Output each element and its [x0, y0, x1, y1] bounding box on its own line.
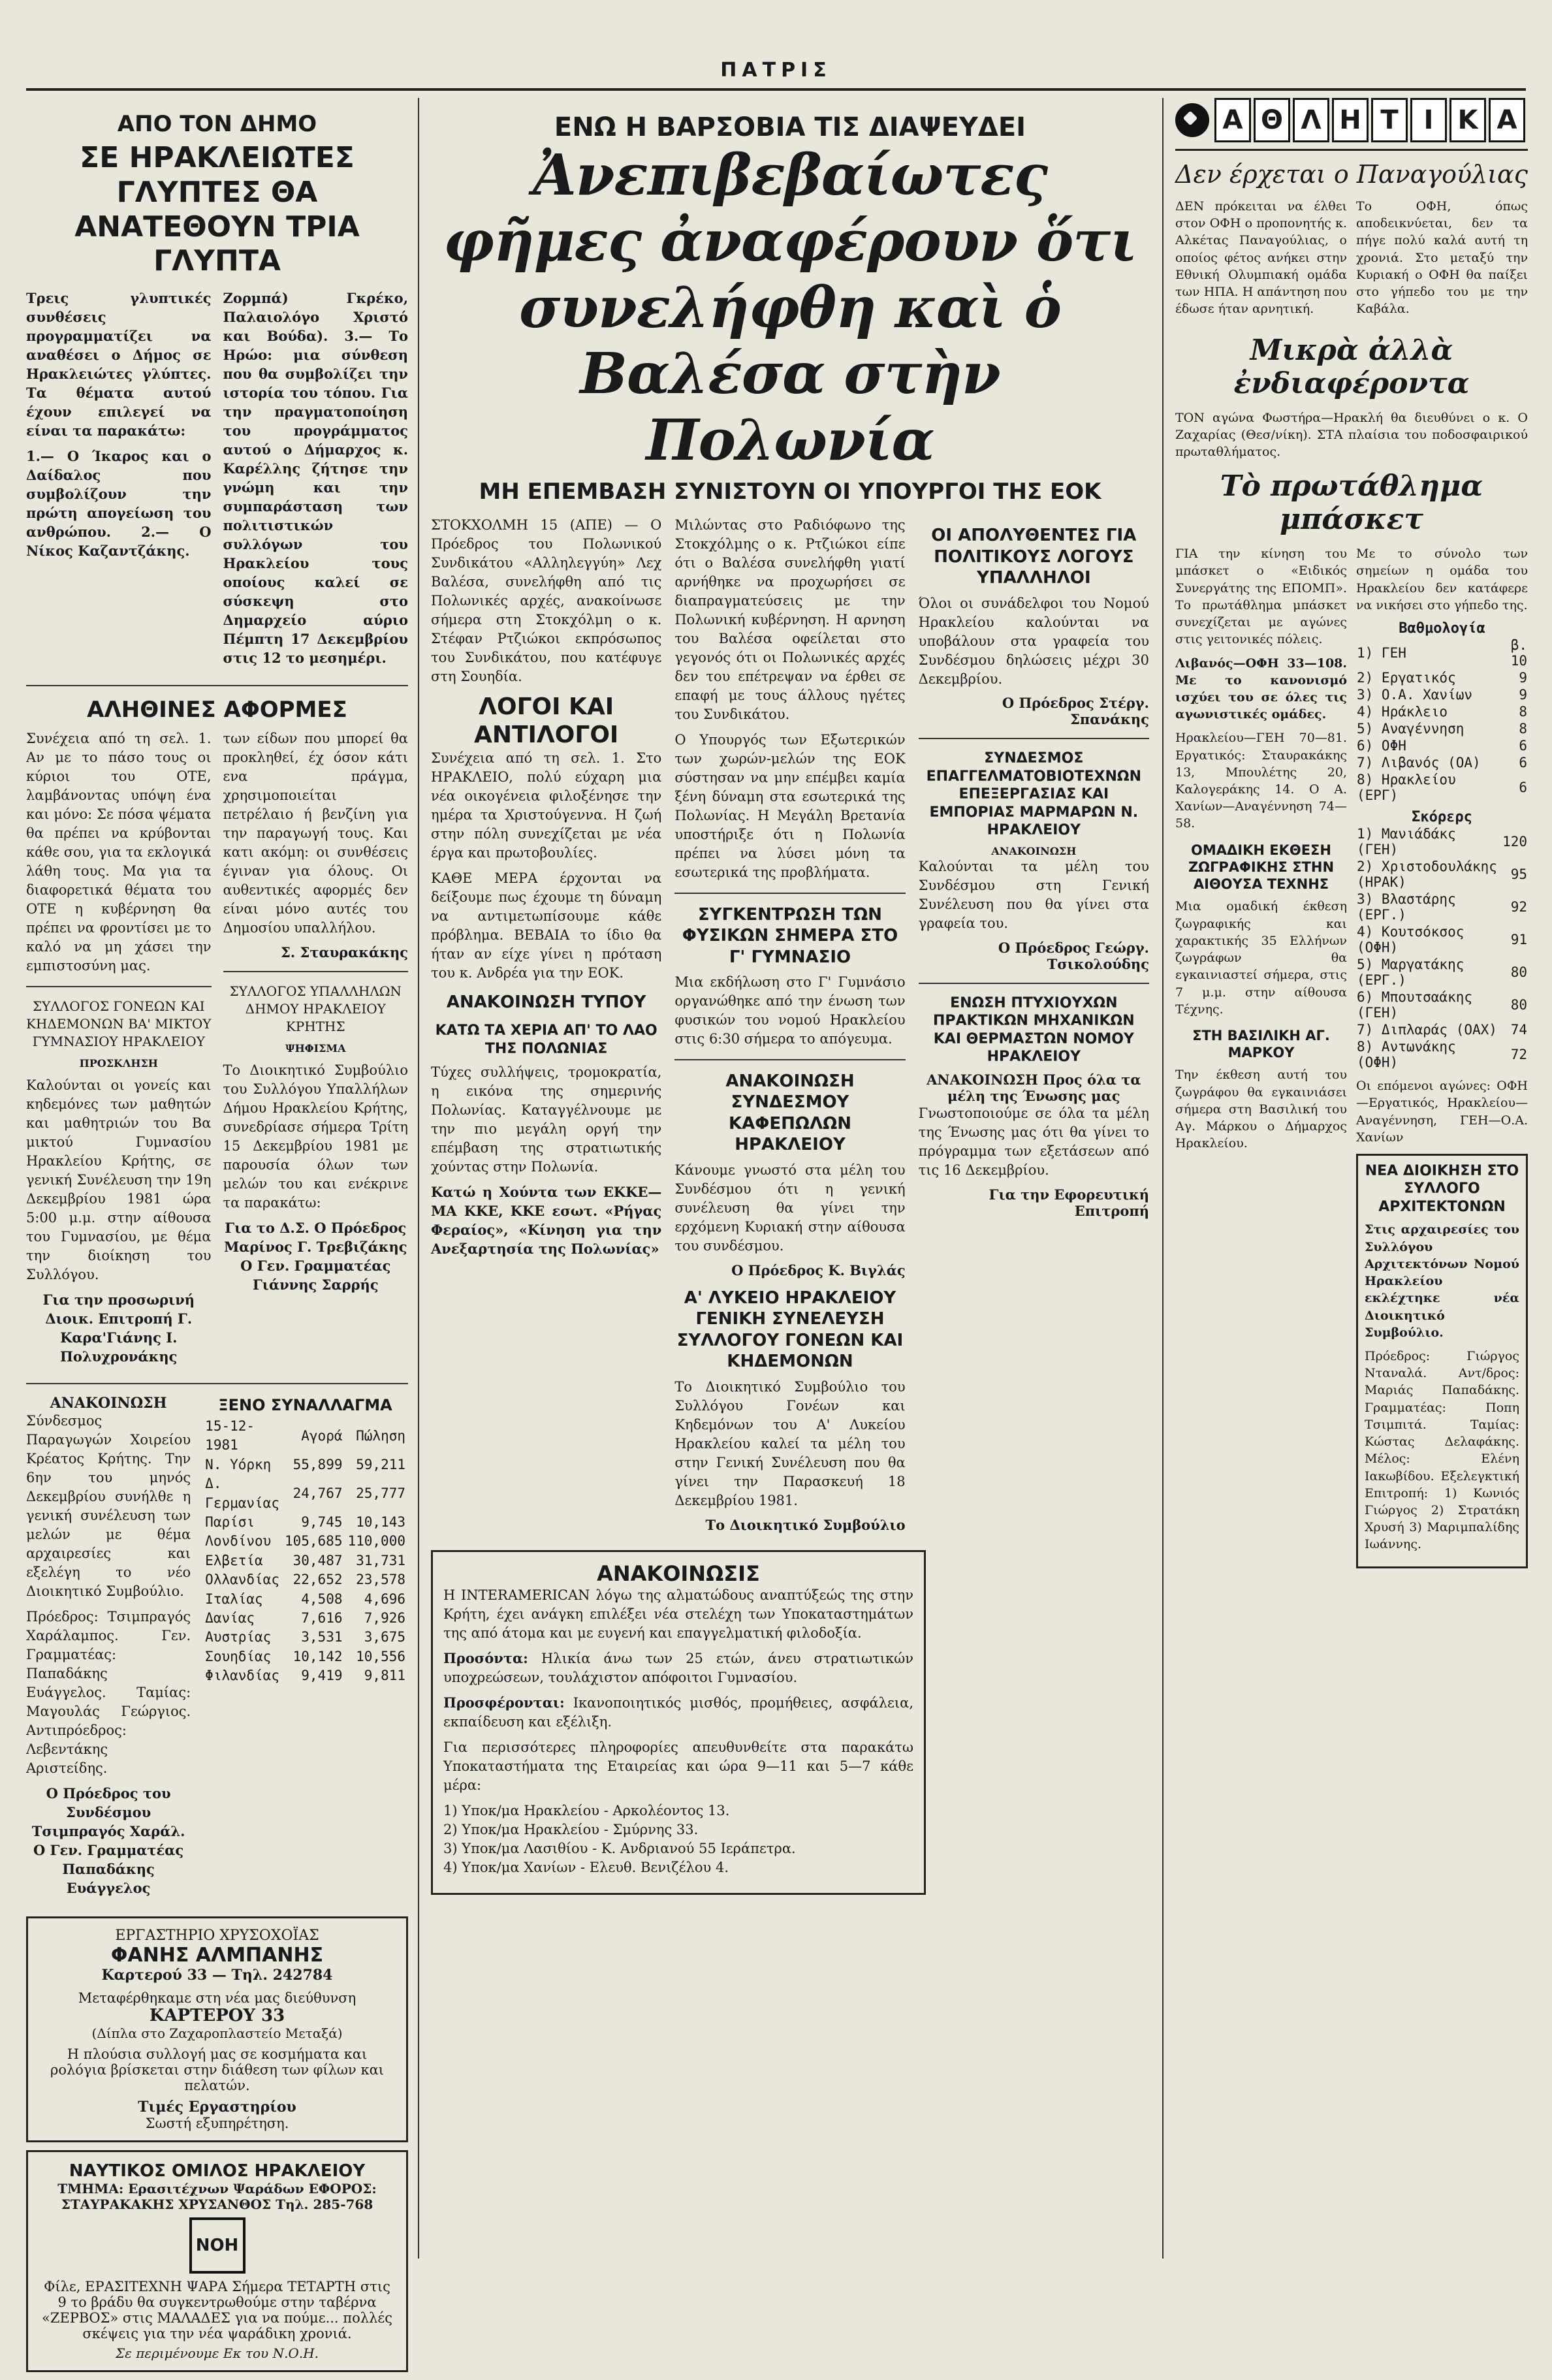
- scorers-row-cell: 74: [1510, 1022, 1527, 1038]
- fx-title: ΞΕΝΟ ΣΥΝΑΛΛΑΓΜΑ: [218, 1396, 392, 1415]
- scorers-row: [1356, 858, 1528, 891]
- staff-assoc-sub: ΨΗΦΙΣΜΑ: [285, 1042, 346, 1055]
- nautical-club-text: Φίλε, ΕΡΑΣΙΤΕΧΝΗ ΨΑΡΑ Σήμερα ΤΕΤΑΡΤΗ στις 9 το βράδυ θα συγκεντρωθούμε στην ταβέρνα «ΖΕΡΒΟΣ» στις ΜΑΛΑΔΕΣ για να πούμε... πολλές σκέψεις για την νέα ψαράδικη χρονιά.: [42, 2278, 392, 2341]
- fx-row-cell: 59,211: [356, 1456, 405, 1472]
- walesa-story-2: Μιλώντας στο Ραδιόφωνο της Στοκχόλμης ο κ. Ρτζιώκοι είπε ότι ο Βαλέσα συνελήφθη γιατί αρνήθηκε να προχωρήσει σε διαπραγματεύσεις με την Πολωνική κυβέρνηση. Η αρνηση του Βαλέσα οφείλεται στο γεγονός ότι οι Πολωνικές αρχές δεν του επέτρεψαν να έρθει σε επαφή με τους άλλους ηγέτες του Συνδικάτου.: [674, 517, 906, 722]
- fx-row-cell: Φιλανδίας: [205, 1668, 279, 1684]
- standings-row: [1356, 754, 1528, 771]
- standings-title: Βαθμολογία: [1399, 620, 1485, 637]
- eok-subhead: ΜΗ ΕΠΕΜΒΑΣΗ ΣΥΝΙΣΤΟΥΝ ΟΙ ΥΠΟΥΡΓΟΙ ΤΗΣ ΕΟΚ: [479, 479, 1101, 505]
- fx-row-cell: Σουηδίας: [205, 1648, 272, 1664]
- center-column: [431, 98, 1149, 1903]
- standings-row-cell: 9: [1519, 687, 1527, 703]
- school-title: Α' ΛΥΚΕΙΟ ΗΡΑΚΛΕΙΟΥ ΓΕΝΙΚΗ ΣΥΝΕΛΕΥΣΗ ΣΥΛΛΟΓΟΥ ΓΟΝΕΩΝ ΚΑΙ ΚΗΔΕΜΟΝΩΝ: [676, 1288, 904, 1372]
- interamerican-ad: [431, 1550, 926, 1895]
- school-text: Το Διοικητικό Συμβούλιο του Συλλόγου Γονέων και Κηδεμόνων του Α' Λυκείου Ηρακλείου καλεί τα μέλη του στην Γενική Συνέλευση που θα γίνει την Παρασκευή 18 Δεκεμβρίου 1981.: [674, 1378, 906, 1508]
- column-divider: [1162, 98, 1164, 2259]
- panagoulias-text-2: Το ΟΦΗ, όπως αποδεικνύεται, δεν τα πήγε πολύ καλά αυτή τη χρονιά. Στο μεταξύ την Κυριακή ο ΟΦΗ θα παίξει στο γήπεδο του με την Καβάλα.: [1356, 199, 1528, 317]
- architects-board: Πρόεδρος: Γιώργος Νταναλά. Αντ/δρος: Μαριάς Παπαδάκης. Γραμματέας: Ποπη Τσιμπιτά. Ταμίας: Κώστας Δελαφάκης. Μέλος: Ελένη Ιακωβίδου. Εξελεγκτική Επιτροπή: 1) Κωνιός Γιώργος 2) Στρατάκη Χρυσή 3) Μαριμπαλίδης Ιωάννης.: [1365, 1348, 1519, 1552]
- fx-row-cell: 9,811: [364, 1668, 405, 1684]
- standings-row: [1356, 720, 1528, 737]
- scorers-row-cell: 80: [1510, 997, 1527, 1013]
- jeweler-ad-line6: Σωστή εξυπηρέτηση.: [145, 2115, 289, 2131]
- fx-row-cell: 7,616: [301, 1610, 343, 1626]
- interamerican-title: ΑΝΑΚΟΙΝΩΣΙΣ: [597, 1561, 760, 1586]
- cafe-text: Κάνουμε γνωστό στα μέλη του Συνδέσμου ότι η γενική συνέλευση θα γίνει την ερχόμενη Κυριακή στην αίθουσα του συνδέσμου.: [674, 1162, 906, 1254]
- basilica-text: Την έκθεση αυτή του ζωγράφου θα εγκαινιάσει σήμερα στη Βασιλική του Αγ. Μάρκου ο Δήμαρχος Ηρακλείου.: [1175, 1068, 1347, 1151]
- fx-row-cell: 25,777: [356, 1485, 405, 1501]
- address-intro: Για περισσότερες πληροφορίες απευθυνθείτε στα παρακάτω Υποκαταστήματα της Εταιρείας και ώρα 9—11 και 5—7 κάθε μέρα:: [443, 1739, 913, 1793]
- gym-text: Μια εκδήλωση στο Γ' Γυμνάσιο οργανώθηκε από την ένωση των φυσικών του νομού Ηρακλείου στις 6:30 σήμερα το απόγευμα.: [674, 974, 906, 1047]
- aforms-title: ΑΛΗΘΙΝΕΣ ΑΦΟΡΜΕΣ: [87, 696, 347, 723]
- walesa-story-1: ΣΤΟΚΧΟΛΜΗ 15 (ΑΠΕ) — Ο Πρόεδρος του Πολωνικού Συνδικάτου «Αλληλεγγύη» Λεχ Βαλέσα, συνελήφθη από τις Πολωνικές αρχές, ανακοίνωσε σήμερα στη Στοκχόλμη ο κ. Στέφαν Ρτζιώκοι εκπρόσωπος του Συνδικάτου, που κατέφυγε στη Σουηδία.: [431, 517, 662, 684]
- fx-row: [202, 1666, 408, 1685]
- noh-logo: ΝΟΗ: [189, 2217, 245, 2274]
- nautical-club-title: ΝΑΥΤΙΚΟΣ ΟΜΙΛΟΣ ΗΡΑΚΛΕΙΟΥ: [69, 2161, 366, 2181]
- standings-row-cell: 8) Ηρακλείου (ΕΡΓ): [1357, 772, 1456, 804]
- scorers-row-cell: 3) Βλαστάρης (ΕΡΓ.): [1357, 891, 1456, 923]
- marble-sig: Ο Πρόεδρος Γεώργ. Τσικολούδης: [998, 939, 1149, 972]
- scorers-row-cell: 1) Μανιάδάκς (ΓΕΗ): [1357, 826, 1456, 858]
- aforms-text-2: των είδων που μπορεί θα προκληθεί, έχ όσον κάτι ενα πράγμα, χρησιμοποιείται πετρέλαιο ή βενζίνη για την παραγωγή τους. Και κατι ακόμη: οι συνθέσεις έγιναν για όλους. Οι αυθεντικές αφορμές δεν είναι μόνο αυτές του Δημοσίου υπαλλήλου.: [223, 731, 408, 936]
- standings-row-cell: 8: [1519, 704, 1527, 720]
- scorers-row: [1356, 956, 1528, 989]
- fx-row-cell: 31,731: [356, 1552, 405, 1568]
- logoi-text-2: ΚΑΘΕ ΜΕΡΑ έρχονται να δείξουμε πως έχουμε τη δύναμη να αντιμετωπίσουμε κάθε πρόβλημα. ΒΕΒΑΙΑ το ίδιο θα ήταν αν είχε γίνει η πρόταση του κ. Ανδρέα για την ΕΟΚ.: [431, 870, 662, 981]
- offer-label: Προσφέρονται:: [443, 1694, 565, 1711]
- fx-row-cell: 4,508: [301, 1591, 343, 1607]
- fx-row: [202, 1647, 408, 1666]
- labor-sub: ΚΑΤΩ ΤΑ ΧΕΡΙΑ ΑΠ' ΤΟ ΛΑΟ ΤΗΣ ΠΟΛΩΝΙΑΣ: [435, 1023, 657, 1057]
- fx-row-cell: 23,578: [356, 1572, 405, 1588]
- standings-row-cell: β. 10: [1510, 637, 1527, 669]
- fx-row-cell: 10,556: [356, 1648, 405, 1664]
- standings-row-cell: 8: [1519, 721, 1527, 737]
- sculpture-headline: ΣΕ ΗΡΑΚΛΕΙΩΤΕΣ ΓΛΥΠΤΕΣ ΘΑ ΑΝΑΤΕΘΟΥΝ ΤΡΙΑ ΓΛΥΠΤΑ: [74, 141, 360, 278]
- fx-row-cell: 10,143: [356, 1514, 405, 1531]
- masthead: ΠΑΤΡΙΣ: [720, 59, 832, 82]
- standings-row: [1356, 669, 1528, 686]
- scorers-row: [1356, 1021, 1528, 1038]
- panagoulias-text: ΔΕΝ πρόκειται να έλθει στον ΟΦΗ ο προπονητής κ. Αλκέτας Παναγούλιας, ο οποίος φέτος ανήκει στην Εθνική Ολυμπιακή ομάδα των ΗΠΑ. Η απάντηση που έδωσε ήταν αρνητική.: [1175, 199, 1347, 317]
- sports-column: [1175, 98, 1528, 1576]
- fx-row-cell: 24,767: [293, 1485, 343, 1501]
- sculpture-lead: Τρεις γλυπτικές συνθέσεις προγραμματίζει να αναθέσει ο Δήμος σε Ηρακλειώτες γλύπτες. Τα θέματα αυτού έχουν επιλεγεί να είναι τα παρακάτω:: [26, 290, 212, 439]
- fx-row-cell: 10,142: [293, 1648, 343, 1664]
- marble-title: ΣΥΝΔΕΣΜΟΣ ΕΠΑΓΓΕΛΜΑΤΟΒΙΟΤΕΧΝΩΝ ΕΠΕΞΕΡΓΑΣΙΑΣ ΚΑΙ ΕΜΠΟΡΙΑΣ ΜΑΡΜΑΡΩΝ Ν. ΗΡΑΚΛΕΙΟΥ: [926, 750, 1141, 839]
- scorers-row-cell: 7) Διπλαράς (ΟΑΧ): [1357, 1022, 1497, 1038]
- column-divider: [418, 98, 419, 2259]
- banner-letter: Α: [1214, 98, 1251, 142]
- standings-row-cell: 2) Εργατικός: [1357, 670, 1456, 686]
- scorers-row-cell: 2) Χριστοδουλάκης (ΗΡΑΚ): [1357, 859, 1497, 891]
- fx-row-cell: 3,531: [301, 1629, 343, 1645]
- engineers-text: Γνωστοποιούμε σε όλα τα μέλη της Ένωσης μας ότι θα γίνει το πρόγραμμα των εξετάσεων από τις 16 Δεκεμβρίου.: [918, 1105, 1149, 1178]
- standings-rows: [1356, 637, 1528, 804]
- standings-row-cell: 1) ΓΕΗ: [1357, 645, 1406, 661]
- parents-assoc-sig: Για την προσωρινή Διοικ. Επιτροπή Γ. Καρα'Γιάνης Ι. Πολυχρονάκης: [42, 1291, 195, 1365]
- cafe-sig: Ο Πρόεδρος Κ. Βιγλάς: [731, 1261, 906, 1278]
- fx-table: [202, 1395, 408, 1904]
- athletics-banner: [1175, 98, 1528, 151]
- parents-assoc-sub: ΠΡΟΣΚΛΗΣΗ: [79, 1056, 158, 1070]
- jeweler-ad-title: ΕΡΓΑΣΤΗΡΙΟ ΧΡΥΣΟΧΟΪΑΣ: [115, 1927, 319, 1944]
- jeweler-ad-line4: Η πλούσια συλλογή μας σε κοσμήματα και ρολόγια βρίσκεται στην διάθεση των φίλων και πελατών.: [50, 2046, 385, 2093]
- fx-col-buy: Αγορά: [301, 1427, 343, 1444]
- fx-row: [202, 1551, 408, 1570]
- basketball-text-2: Με το σύνολο των σημείων η ομάδα του Ηρακλείου δεν κατάφερε να νικήσει στο γήπεδο της.: [1356, 547, 1528, 612]
- address-item: 2) Υποκ/μα Ηρακλείου - Σμύρνης 33.: [443, 1821, 699, 1837]
- sculpture-continued: Ζορμπά) Γκρέκο, Παλαιολόγο Χριστό και Βούδα). 3.— Το Ηρώο: μια σύνθεση που θα συμβολίζει την ιστορία του τόπου. Για την πραγματοποίηση του προγράμματος αυτού ο Δήμαρχος κ. Καρέλλης ζήτησε την γνώμη και την συμπαράσταση των πολιτιστικών συλλόγων του Ηρακλείου τους οποίους καλεί σε σύσκεψη στο Δημαρχείο αύριο Πέμπτη 17 Δεκεμβρίου στις 12 το μεσημέρι.: [223, 290, 408, 666]
- fx-row-cell: Δανίας: [205, 1610, 255, 1626]
- politics-title: ΟΙ ΑΠΟΛΥΘΕΝΤΕΣ ΓΙΑ ΠΟΛΙΤΙΚΟΥΣ ΛΟΓΟΥΣ ΥΠΑΛΛΗΛΟΙ: [931, 526, 1137, 588]
- art-exhibit-title: ΟΜΑΔΙΚΗ ΕΚΘΕΣΗ ΖΩΓΡΑΦΙΚΗΣ ΣΤΗΝ ΑΙΘΟΥΣΑ ΤΕΧΝΗΣ: [1188, 842, 1335, 893]
- pork-notice-title: ΑΝΑΚΟΙΝΩΣΗ: [50, 1395, 167, 1412]
- fx-row-cell: 9,745: [301, 1514, 343, 1531]
- jeweler-ad-name: ΦΑΝΗΣ ΑΛΜΠΑΝΗΣ: [110, 1943, 324, 1967]
- fx-rows: [202, 1455, 408, 1686]
- engineers-sig: Για την Εφορευτική Επιτροπή: [989, 1186, 1149, 1219]
- warsaw-kicker: ΕΝΩ Η ΒΑΡΣΟΒΙΑ ΤΙΣ ΔΙΑΨΕΥΔΕΙ: [554, 112, 1026, 142]
- fx-row: [202, 1570, 408, 1589]
- scorers-rows: [1356, 825, 1528, 1071]
- engineers-sub: ΑΝΑΚΟΙΝΩΣΗ Προς όλα τα μέλη της Ένωσης μας: [926, 1071, 1141, 1104]
- panagoulias-headline: Δεν έρχεται ο Παναγούλιας: [1175, 160, 1528, 189]
- politics-sig: Ο Πρόεδρος Στέργ. Σπανάκης: [1002, 695, 1149, 728]
- basketball-text: ΓΙΑ την κίνηση του μπάσκετ ο «Ειδικός Συνεργάτης της ΕΠΟΜΠ». Το πρωτάθλημα μπάσκετ συνεχίζεται με αγώνες στις γειτονικές πόλεις.: [1175, 547, 1347, 647]
- scorers-row-cell: 95: [1510, 866, 1527, 883]
- logoi-text: Συνέχεια από τη σελ. 1. Στο ΗΡΑΚΛΕΙΟ, πολύ εύχαρη μια νέα οικογένεια φιλοξένησε την ημέρα τα Χριστούγεννα. Η ζωή στην πόλη συνεχίζεται με νέα έργα και πρωτοβουλίες.: [431, 750, 662, 861]
- logoi-title: ΛΟΓΟΙ ΚΑΙ ΑΝΤΙΛΟΓΟΙ: [473, 693, 619, 749]
- jeweler-ad-address: Καρτερού 33 — Τηλ. 242784: [101, 1966, 333, 1984]
- standings-row: [1356, 637, 1528, 669]
- marble-sub: ΑΝΑΚΟΙΝΩΣΗ: [991, 844, 1077, 857]
- standings-row-cell: 9: [1519, 670, 1527, 686]
- scorers-row: [1356, 923, 1528, 956]
- architects-text: Στις αρχαιρεσίες του Συλλόγου Αρχιτεκτόνων Νομού Ηρακλείου εκλέχτηκε νέα Διοικητικό Συμβούλιο.: [1365, 1222, 1519, 1340]
- cafe-title: ΑΝΑΚΟΙΝΩΣΗ ΣΥΝΔΕΣΜΟΥ ΚΑΦΕΠΩΛΩΝ ΗΡΑΚΛΕΙΟΥ: [725, 1071, 855, 1155]
- address-item: 4) Υποκ/μα Χανίων - Ελευθ. Βενιζέλου 4.: [443, 1859, 729, 1875]
- standings-table: [1356, 620, 1528, 1071]
- fx-row: [202, 1455, 408, 1474]
- banner-letter: Ι: [1410, 98, 1447, 142]
- fx-row-cell: 9,419: [301, 1668, 343, 1684]
- standings-row-cell: 7) Λιβανός (ΟΑ): [1357, 755, 1481, 771]
- fx-row-cell: 3,675: [364, 1629, 405, 1645]
- dimos-kicker: ΑΠΟ ΤΟΝ ΔΗΜΟ: [117, 111, 317, 137]
- fx-row-cell: Ελβετία: [205, 1552, 263, 1568]
- gym-title: ΣΥΓΚΕΝΤΡΩΣΗ ΤΩΝ ΦΥΣΙΚΩΝ ΣΗΜΕΡΑ ΣΤΟ Γ' ΓΥΜΝΑΣΙΟ: [682, 904, 898, 967]
- labor-text: Τύχες συλλήψεις, τρομοκρατία, η εικόνα της σημερινής Πολωνίας. Καταγγέλνουμε με την πιο μεγάλη οργή την επέμβαση της στρατιωτικής χούντας στην Πολωνία.: [431, 1064, 662, 1175]
- address-item: 3) Υποκ/μα Λασιθίου - Κ. Ανδριανού 55 Ιεράπετρα.: [443, 1840, 796, 1856]
- staff-assoc-title: ΣΥΛΛΟΓΟΣ ΥΠΑΛΛΗΛΩΝ ΔΗΜΟΥ ΗΡΑΚΛΕΙΟΥ ΚΡΗΤΗΣ: [229, 983, 402, 1035]
- fx-row: [202, 1609, 408, 1628]
- labor-sig: Κατώ η Χούντα των ΕΚΚΕ—ΜΑ ΚΚΕ, ΚΚΕ εσωτ. «Ρήγας Φεραίος», «Κίνηση για την Ανεξαρτησία της Πολωνίας»: [431, 1184, 662, 1258]
- fx-row: [202, 1628, 408, 1647]
- requirements-text: Ηλικία άνω των 25 ετών, άνευ στρατιωτικών υποχρεώσεων, τουλάχιστον απόφοιτοι Γυμνασίου.: [443, 1650, 913, 1685]
- walesa-story: [431, 516, 1149, 1542]
- interamerican-text: Η INTERAMERICAN λόγω της αλματώδους αναπτύξεώς της στην Κρήτη, έχει ανάγκη επιλέξει νέα στελέχη των Υποκαταστημάτων της από άτομα και με ευγενή και επαγγελματική φιλοδοξία.: [443, 1587, 913, 1641]
- fx-row-cell: 22,652: [293, 1572, 343, 1588]
- fx-row: [202, 1532, 408, 1551]
- marble-text: Καλούνται τα μέλη του Συνδέσμου στη Γενική Συνέλευση που θα γίνει στα γραφεία του.: [918, 858, 1149, 931]
- jeweler-ad-line3: (Δίπλα στο Ζαχαροπλαστείο Μεταξά): [91, 2025, 343, 2041]
- banner-letter: Α: [1489, 98, 1525, 142]
- parents-assoc-title: ΣΥΛΛΟΓΟΣ ΓΟΝΕΩΝ ΚΑΙ ΚΗΔΕΜΟΝΩΝ ΒΑ' ΜΙΚΤΟΥ ΓΥΜΝΑΣΙΟΥ ΗΡΑΚΛΕΙΟΥ: [26, 998, 212, 1049]
- standings-row: [1356, 771, 1528, 804]
- address-item: 1) Υποκ/μα Ηρακλείου - Αρκολέοντος 13.: [443, 1802, 730, 1818]
- standings-row-cell: 5) Αναγέννηση: [1357, 721, 1465, 737]
- football-icon: [1175, 103, 1209, 137]
- pork-notice-text: Σύνδεσμος Παραγωγών Χοιρείου Κρέατος Κρήτης. Την 6ην του μηνός Δεκεμβρίου συνήλθε η γενική συνέλευση των μελών με θέμα αρχαιρεσίες και εξελέγη το νέο Διοικητικό Συμβούλιο.: [26, 1413, 191, 1600]
- fx-date: 15-12-1981: [205, 1418, 255, 1453]
- architects-title: ΝΕΑ ΔΙΟΙΚΗΣΗ ΣΤΟ ΣΥΛΛΟΓΟ ΑΡΧΙΤΕΚΤΟΝΩΝ: [1365, 1162, 1519, 1215]
- walesa-headline: Ἀνεπιβεβαίωτες φῆμες ἀναφέρουν ὅτι συνελήφθη καὶ ὁ Βαλέσα στὴν Πολωνία: [443, 142, 1137, 473]
- politics-text: Όλοι οι συνάδελφοι του Νομού Ηρακλείου καλούνται να υποβάλουν στα γραφεία του Συνδέσμου δηλώσεις μέχρι 30 Δεκεμβρίου.: [918, 595, 1149, 687]
- small-news-headline: Μικρὰ ἀλλὰ ἐνδιαφέροντα: [1233, 333, 1470, 400]
- engineers-title: ΕΝΩΣΗ ΠΤΥΧΙΟΥΧΩΝ ΠΡΑΚΤΙΚΩΝ ΜΗΧΑΝΙΚΩΝ ΚΑΙ ΘΕΡΜΑΣΤΩΝ ΝΟΜΟΥ ΗΡΑΚΛΕΙΟΥ: [932, 994, 1135, 1066]
- fx-row-cell: 110,000: [347, 1533, 405, 1549]
- standings-row: [1356, 686, 1528, 703]
- walesa-story-3: Ο Υπουργός των Εξωτερικών των χωρών-μελών της ΕΟΚ σύστησαν να μην επέμβει καμία ξένη δύναμη στα εσωτερικά της Πολωνίας. Η Μεγάλη Βρετανία υποστήριξε ότι η Πολωνία πρέπει να λύσει μόνη τα εσωτερικά της προβλήματα.: [674, 731, 906, 880]
- staff-assoc-text: Το Διοικητικό Συμβούλιο του Συλλόγου Υπαλλήλων Δήμου Ηρακλείου Κρήτης, συνεδρίασε σήμερα Τρίτη 15 Δεκεμβρίου 1981 με παρουσία όλων των μελών του και ενέκρινε τα παρακάτω:: [223, 1062, 408, 1211]
- jeweler-ad-line5: Τιμές Εργαστηρίου: [138, 2098, 296, 2116]
- basketball-result-1: Λιβανός—ΟΦΗ 33—108. Με το κανονισμό ισχύει του σε όλες τις αγωνιστικές ομάδες.: [1175, 656, 1347, 722]
- fx-row-cell: Αυστρίας: [205, 1629, 272, 1645]
- fx-row-cell: Δ. Γερμανίας: [205, 1476, 279, 1511]
- art-exhibit-text: Μια ομαδική έκθεση ζωγραφικής και χαρακτικής 35 Ελλήνων ζωγράφων θα εγκαινιαστεί σήμερα, στις 7 μ.μ. στην αίθουσα Τέχνης.: [1175, 899, 1347, 1017]
- aforms-signature: Σ. Σταυρακάκης: [281, 944, 408, 961]
- jeweler-ad-line2: ΚΑΡΤΕΡΟΥ 33: [149, 2005, 285, 2025]
- fx-row: [202, 1474, 408, 1513]
- staff-assoc-sig: Για το Δ.Σ. Ο Πρόεδρος Μαρίνος Γ. Τρεβιζάκης Ο Γεν. Γραμματέας Γιάννης Σαρρής: [223, 1219, 407, 1293]
- basketball-result-2: Ηρακλείου—ΓΕΗ 70—81. Εργατικός: Σταυρακάκης 13, Μπουλέτης 20, Καλογεράκης 14. Ο Α. Χανίων—Αναγέννηση 74—58.: [1175, 731, 1347, 831]
- labor-title: ΑΝΑΚΟΙΝΩΣΗ ΤΥΠΟΥ: [446, 992, 646, 1012]
- fx-row: [202, 1513, 408, 1532]
- jeweler-ad-line1: Μεταφέρθηκαμε στη νέα μας διεύθυνση: [78, 1990, 356, 2006]
- scorers-row: [1356, 825, 1528, 858]
- scorers-row-cell: 80: [1510, 964, 1527, 981]
- fx-row: [202, 1590, 408, 1609]
- small-news-text: ΤΟΝ αγώνα Φωστήρα—Ηρακλή θα διευθύνει ο κ. Ο Ζαχαρίας (Θεσ/νίκη). ΣΤΑ πλαίσια του ποδοσφαιρικού πρωταθλήματος.: [1175, 410, 1528, 459]
- fx-row-cell: 105,685: [284, 1533, 343, 1549]
- aforms-text: Συνέχεια από τη σελ. 1. Αν με το πάσο τους οι κύριοι του ΟΤΕ, λαμβάνοντας υπόψη ένα και μόνο: Σε πόσα ψέματα θα πρέπει να κρύβονται κάθε σου, για τα εκλογικά λάθη τους. Μα για τα διαφορετικά θέματα του ΟΤΕ η κυβέρνηση θα πρέπει να φροντίσει με το καλό να μη χάσει την εμπιστοσύνη μας.: [26, 731, 212, 974]
- top-rule: [26, 88, 1526, 91]
- fx-row-cell: Λονδίνου: [205, 1533, 272, 1549]
- scorers-row: [1356, 1038, 1528, 1071]
- banner-letter: Θ: [1254, 98, 1290, 142]
- scorers-row-cell: 5) Μαργατάκης (ΕΡΓ.): [1357, 957, 1465, 989]
- fx-col-sell: Πώληση: [356, 1427, 405, 1444]
- pork-notice-board: Πρόεδρος: Τσιμπραγός Χαράλαμπος. Γεν. Γραμματέας: Παπαδάκης Ευάγγελος. Ταμίας: Μαγουλάς Γεώργιος. Αντιπρόεδρος: Λεβεντάκης Αριστείδης.: [26, 1609, 191, 1776]
- banner-letter: Τ: [1371, 98, 1408, 142]
- scorers-title: Σκόρερς: [1412, 809, 1472, 826]
- parents-assoc-text: Καλούνται οι γονείς και κηδεμόνες των μαθητών και μαθητριών του Βα μικτού Γυμνασίου Ηρακλείου Κρήτης, σε γενική Συνέλευση την 19η Δεκεμβρίου 1981 ώρα 5:00 μ.μ. στην αίθουσα του Γυμνασίου, με θέμα την διοίκηση του Συλλόγου.: [26, 1077, 212, 1282]
- scorers-row: [1356, 891, 1528, 923]
- architects-box: [1356, 1154, 1528, 1568]
- sculpture-items: 1.— Ο Ίκαρος και ο Δαίδαλος που συμβολίζουν την πρώτη απογείωση του ανθρώπου. 2.— Ο Νίκος Καζαντζάκης.: [26, 447, 212, 559]
- scorers-row-cell: 91: [1510, 932, 1527, 948]
- fx-row-cell: Ιταλίας: [205, 1591, 263, 1607]
- sculpture-story: [26, 289, 408, 674]
- nautical-club-sig: Σε περιμένουμε Εκ του Ν.Ο.Η.: [116, 2345, 319, 2361]
- banner-letter: Η: [1332, 98, 1369, 142]
- offer-text: Ικανοποιητικός μισθός, προμήθειες, ασφάλεια, εκπαίδευση και εξέλιξη.: [443, 1694, 913, 1730]
- scorers-row-cell: 6) Μπουτσαάκης (ΓΕΗ): [1357, 989, 1473, 1021]
- scorers-row-cell: 72: [1510, 1047, 1527, 1063]
- requirements-label: Προσόντα:: [443, 1649, 528, 1666]
- fx-row-cell: Ολλανδίας: [205, 1572, 279, 1588]
- nautical-club-sub: ΤΜΗΜΑ: Ερασιτέχνων Ψαράδων ΕΦΟΡΟΣ: ΣΤΑΥΡΑΚΑΚΗΣ ΧΡΥΣΑΝΘΟΣ Τηλ. 285-768: [57, 2180, 377, 2212]
- standings-row-cell: 6) ΟΦΗ: [1357, 738, 1406, 754]
- banner-letter: Κ: [1449, 98, 1486, 142]
- standings-row: [1356, 737, 1528, 754]
- scorers-row-cell: 92: [1510, 899, 1527, 915]
- basilica-title: ΣΤΗ ΒΑΣΙΛΙΚΗ ΑΓ. ΜΑΡΚΟΥ: [1192, 1027, 1330, 1061]
- scorers-row: [1356, 989, 1528, 1021]
- left-column: [26, 98, 408, 2380]
- standings-row-cell: 6: [1519, 755, 1527, 771]
- standings-row-cell: 6: [1519, 780, 1527, 796]
- fx-row-cell: 55,899: [293, 1456, 343, 1472]
- standings-row-cell: 3) Ο.Α. Χανίων: [1357, 687, 1473, 703]
- fx-row-cell: Παρίσι: [205, 1514, 255, 1531]
- standings-row: [1356, 703, 1528, 720]
- fx-row-cell: 30,487: [293, 1552, 343, 1568]
- scorers-row-cell: 4) Κουτσόκσος (ΟΦΗ): [1357, 924, 1465, 956]
- fx-row-cell: Ν. Υόρκη: [205, 1456, 272, 1472]
- standings-row-cell: 4) Ηράκλειο: [1357, 704, 1448, 720]
- banner-letter: Λ: [1293, 98, 1329, 142]
- school-sig: Το Διοικητικό Συμβούλιο: [705, 1516, 906, 1533]
- scorers-row-cell: 120: [1502, 834, 1527, 850]
- scorers-row-cell: 8) Αντωνάκης (ΟΦΗ): [1357, 1039, 1456, 1071]
- standings-row-cell: 6: [1519, 738, 1527, 754]
- pork-notice-sig: Ο Πρόεδρος του Συνδέσμου Τσιμπραγός Χαράλ. Ο Γεν. Γραμματέας Παπαδάκης Ευάγγελος: [31, 1785, 185, 1896]
- nautical-club-ad: [26, 2150, 408, 2372]
- address-list: [443, 1801, 913, 1877]
- fx-row-cell: 7,926: [364, 1610, 405, 1626]
- fx-row-cell: 4,696: [364, 1591, 405, 1607]
- jeweler-ad: [26, 1916, 408, 2142]
- next-games: Οι επόμενοι αγώνες: ΟΦΗ—Εργατικός, Ηρακλείου—Αναγέννηση, ΓΕΗ—Ο.Α. Χανίων: [1356, 1079, 1528, 1145]
- basketball-headline: Τὸ πρωτάθλημα μπάσκετ: [1220, 469, 1483, 537]
